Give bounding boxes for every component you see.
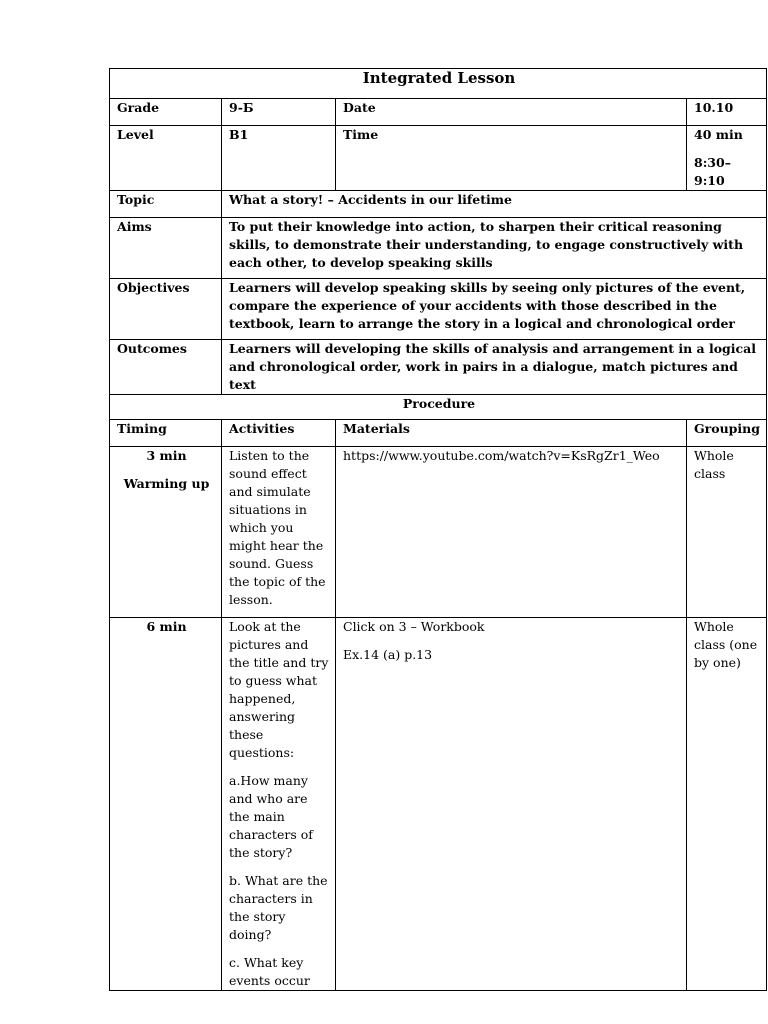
outcomes-label: Outcomes xyxy=(110,340,222,395)
topic-row xyxy=(110,191,767,218)
date-value: 10.10 xyxy=(687,99,767,126)
activities-header: Activities xyxy=(222,420,336,447)
level-time-row xyxy=(110,126,767,191)
stage-name: Warming up xyxy=(123,476,210,491)
material-exercise: Ex.14 (a) p.13 xyxy=(343,647,433,662)
material-cell xyxy=(336,618,687,991)
procedure-row xyxy=(110,447,767,618)
time-duration: 40 min xyxy=(694,127,743,142)
level-label: Level xyxy=(110,126,222,191)
procedure-heading-row xyxy=(110,395,767,420)
activity-cell: Listen to the sound effect and simulate situations in which you might hear the sound. Guess the topic of the lesson. xyxy=(222,447,336,618)
lesson-title: Integrated Lesson xyxy=(110,69,767,99)
timing-value: 3 min xyxy=(146,448,187,463)
outcomes-row xyxy=(110,340,767,395)
topic-label: Topic xyxy=(110,191,222,218)
aims-label: Aims xyxy=(110,218,222,279)
activity-question-b: b. What are the characters in the story doing? xyxy=(229,873,328,942)
grade-value: 9-Б xyxy=(222,99,336,126)
date-label: Date xyxy=(336,99,687,126)
procedure-row xyxy=(110,618,767,991)
material-link[interactable]: https://www.youtube.com/watch?v=KsRgZr1_Weo xyxy=(336,447,687,618)
activity-intro: Look at the pictures and the title and try to guess what happened, answering these questions: xyxy=(229,619,329,760)
materials-header: Materials xyxy=(336,420,687,447)
time-label: Time xyxy=(336,126,687,191)
timing-header: Timing xyxy=(110,420,222,447)
objectives-value: Learners will develop speaking skills by seeing only pictures of the event, compare the experience of your accidents with those described in the textbook, learn to arrange the story in a logical and chronological order xyxy=(222,279,767,340)
time-range: 8:30–9:10 xyxy=(694,155,731,188)
procedure-heading: Procedure xyxy=(110,395,767,420)
outcomes-value: Learners will developing the skills of analysis and arrangement in a logical and chronological order, work in pairs in a dialogue, match pictures and text xyxy=(222,340,767,395)
material-source: Click on 3 – Workbook xyxy=(343,619,485,634)
timing-cell xyxy=(110,447,222,618)
time-cell xyxy=(687,126,767,191)
aims-row xyxy=(110,218,767,279)
timing-cell: 6 min xyxy=(110,618,222,991)
grouping-cell: Whole class xyxy=(687,447,767,618)
activity-question-a: a.How many and who are the main characters of the story? xyxy=(229,773,313,860)
activity-question-c: c. What key events occur xyxy=(229,955,310,988)
lesson-plan-table xyxy=(109,68,767,991)
grade-date-row xyxy=(110,99,767,126)
aims-value: To put their knowledge into action, to sharpen their critical reasoning skills, to demonstrate their understanding, to engage constructively with each other, to develop speaking skills xyxy=(222,218,767,279)
grouping-cell: Whole class (one by one) xyxy=(687,618,767,991)
activity-cell xyxy=(222,618,336,991)
objectives-label: Objectives xyxy=(110,279,222,340)
procedure-header-row xyxy=(110,420,767,447)
objectives-row xyxy=(110,279,767,340)
title-row xyxy=(110,69,767,99)
grade-label: Grade xyxy=(110,99,222,126)
topic-value: What a story! – Accidents in our lifetime xyxy=(222,191,767,218)
level-value: B1 xyxy=(222,126,336,191)
grouping-header: Grouping xyxy=(687,420,767,447)
